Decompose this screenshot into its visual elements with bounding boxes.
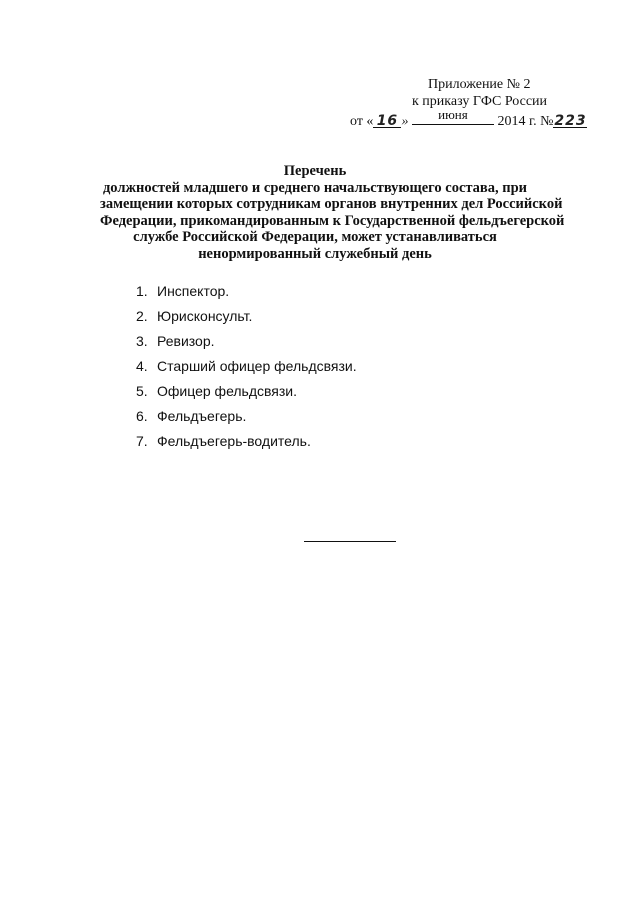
item-number: 5. bbox=[136, 383, 148, 399]
list-item bbox=[136, 408, 357, 433]
order-number-handwritten: 223 bbox=[554, 113, 587, 129]
order-date-line bbox=[350, 107, 587, 130]
year-and-number-label: 2014 г. № bbox=[497, 114, 554, 129]
item-label: Юрисконсульт. bbox=[157, 308, 253, 324]
document-title bbox=[100, 163, 565, 263]
item-label: Фельдъегерь. bbox=[157, 408, 247, 424]
title-line: Федерации, прикомандированным к Государственной фельдъегерской bbox=[100, 212, 565, 229]
item-label: Инспектор. bbox=[157, 283, 230, 299]
order-reference: к приказу ГФС России bbox=[412, 94, 548, 109]
list-item bbox=[136, 333, 357, 358]
end-divider bbox=[304, 541, 396, 542]
item-number: 4. bbox=[136, 358, 148, 374]
date-quote-close: » bbox=[401, 114, 409, 129]
item-number: 7. bbox=[136, 433, 148, 449]
title-line: должностей младшего и среднего начальствующего состава, при bbox=[102, 179, 528, 196]
item-label: Офицер фельдсвязи. bbox=[157, 383, 298, 399]
title-line: замещении которых сотрудникам органов внутренних дел Российской bbox=[100, 196, 563, 213]
list-item bbox=[136, 283, 357, 308]
item-label: Старший офицер фельдсвязи. bbox=[157, 358, 357, 374]
day-field bbox=[373, 113, 401, 128]
list-item bbox=[136, 358, 357, 383]
title-line: ненормированный служебный день bbox=[198, 245, 432, 262]
item-number: 2. bbox=[136, 308, 148, 324]
day-handwritten: 16 bbox=[376, 113, 399, 129]
appendix-label: Приложение № 2 bbox=[428, 77, 531, 92]
item-number: 6. bbox=[136, 408, 148, 424]
title-line: Перечень bbox=[283, 163, 347, 179]
month-field bbox=[412, 107, 494, 125]
list-item bbox=[136, 433, 357, 458]
item-number: 1. bbox=[136, 283, 148, 299]
title-line: службе Российской Федерации, может устанавливаться bbox=[133, 229, 497, 246]
item-label: Ревизор. bbox=[157, 333, 215, 349]
item-label: Фельдъегерь-водитель. bbox=[157, 433, 311, 449]
item-number: 3. bbox=[136, 333, 148, 349]
list-item bbox=[136, 383, 357, 408]
order-number-field bbox=[553, 113, 587, 128]
month-value: июня bbox=[438, 107, 468, 122]
date-prefix: от « bbox=[350, 114, 374, 129]
list-item bbox=[136, 308, 357, 333]
positions-list bbox=[136, 283, 357, 458]
